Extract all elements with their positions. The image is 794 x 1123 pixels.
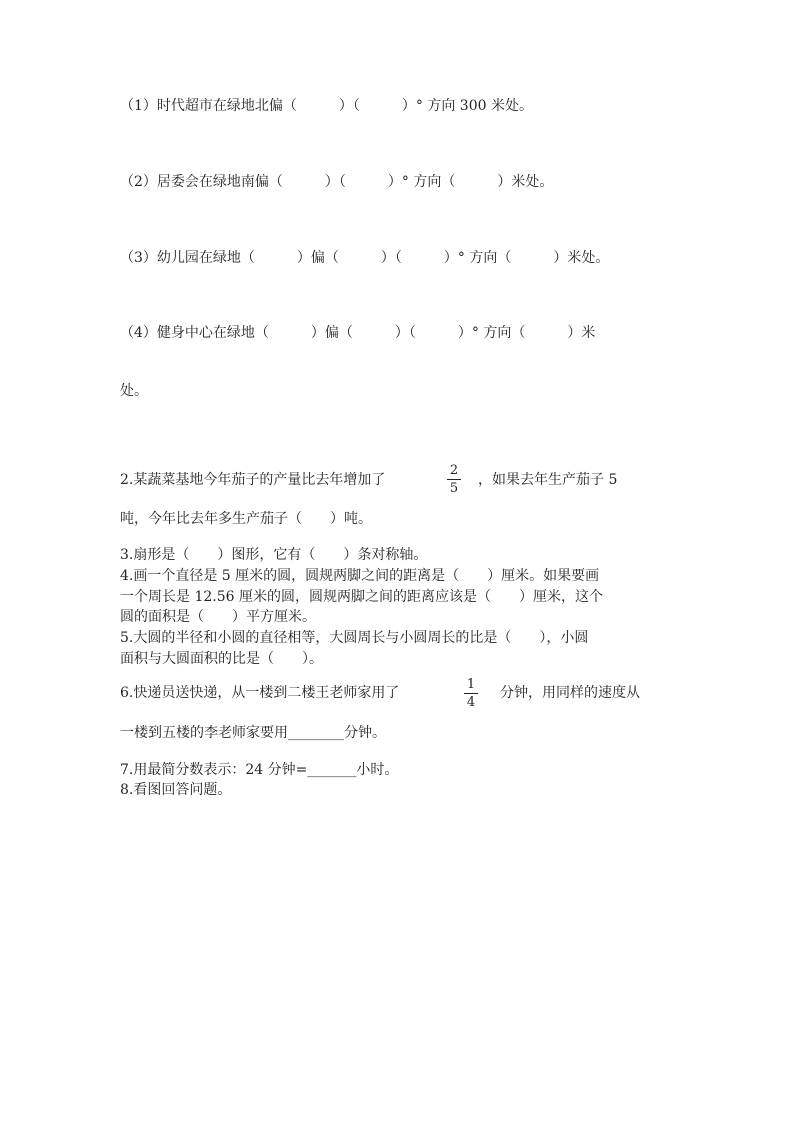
q2-fraction [447,464,461,496]
q4-line3: 圆的面积是（ ）平方厘米。 [120,609,316,625]
q1-sub4-line2: 处。 [120,383,148,399]
q6-fraction-denominator: 4 [466,695,476,710]
q2-fraction-bar [447,479,461,480]
q2-fraction-numerator: 2 [449,463,459,478]
q4-line2: 一个周长是 12.56 厘米的圆，圆规两脚之间的距离应该是（ ）厘米，这个 [120,589,603,605]
q6-fraction-numerator: 1 [466,677,476,692]
q2-fraction-denominator: 5 [449,481,459,496]
q2-line1-text-b: ，如果去年生产茄子 5 [478,472,618,488]
q6-line2: 一楼到五楼的李老师家要用________分钟。 [120,725,386,741]
q7: 7.用最简分数表示：24 分钟=_______小时。 [120,762,399,778]
q1-sub1: （1）时代超市在绿地北偏（ ）（ ）° 方向 300 米处。 [120,98,533,114]
q2-line1-text-a: 2.某蔬菜基地今年茄子的产量比去年增加了 [120,472,386,488]
q8: 8.看图回答问题。 [120,782,232,798]
q5-line2: 面积与大圆面积的比是（ ）。 [120,651,323,667]
q5-line1: 5.大圆的半径和小圆的直径相等，大圆周长与小圆周长的比是（ ），小圆 [120,630,589,646]
q1-sub3: （3）幼儿园在绿地（ ）偏（ ）（ ）° 方向（ ）米处。 [120,250,610,266]
q6-fraction [464,678,478,710]
q2-line2: 吨，今年比去年多生产茄子（ ）吨。 [120,511,372,527]
q6-line1-text-a: 6.快递员送快递，从一楼到二楼王老师家用了 [120,685,400,701]
q1-sub4-line1: （4）健身中心在绿地（ ）偏（ ）（ ）° 方向（ ）米 [120,325,596,341]
q3: 3.扇形是（ ）图形，它有（ ）条对称轴。 [120,547,428,563]
q4-line1: 4.画一个直径是 5 厘米的圆，圆规两脚之间的距离是（ ）厘米。如果要画 [120,568,600,584]
q1-sub2: （2）居委会在绿地南偏（ ）（ ）° 方向（ ）米处。 [120,174,554,190]
q6-fraction-bar [464,693,478,694]
q6-line1-text-b: 分钟，用同样的速度从 [500,685,640,701]
